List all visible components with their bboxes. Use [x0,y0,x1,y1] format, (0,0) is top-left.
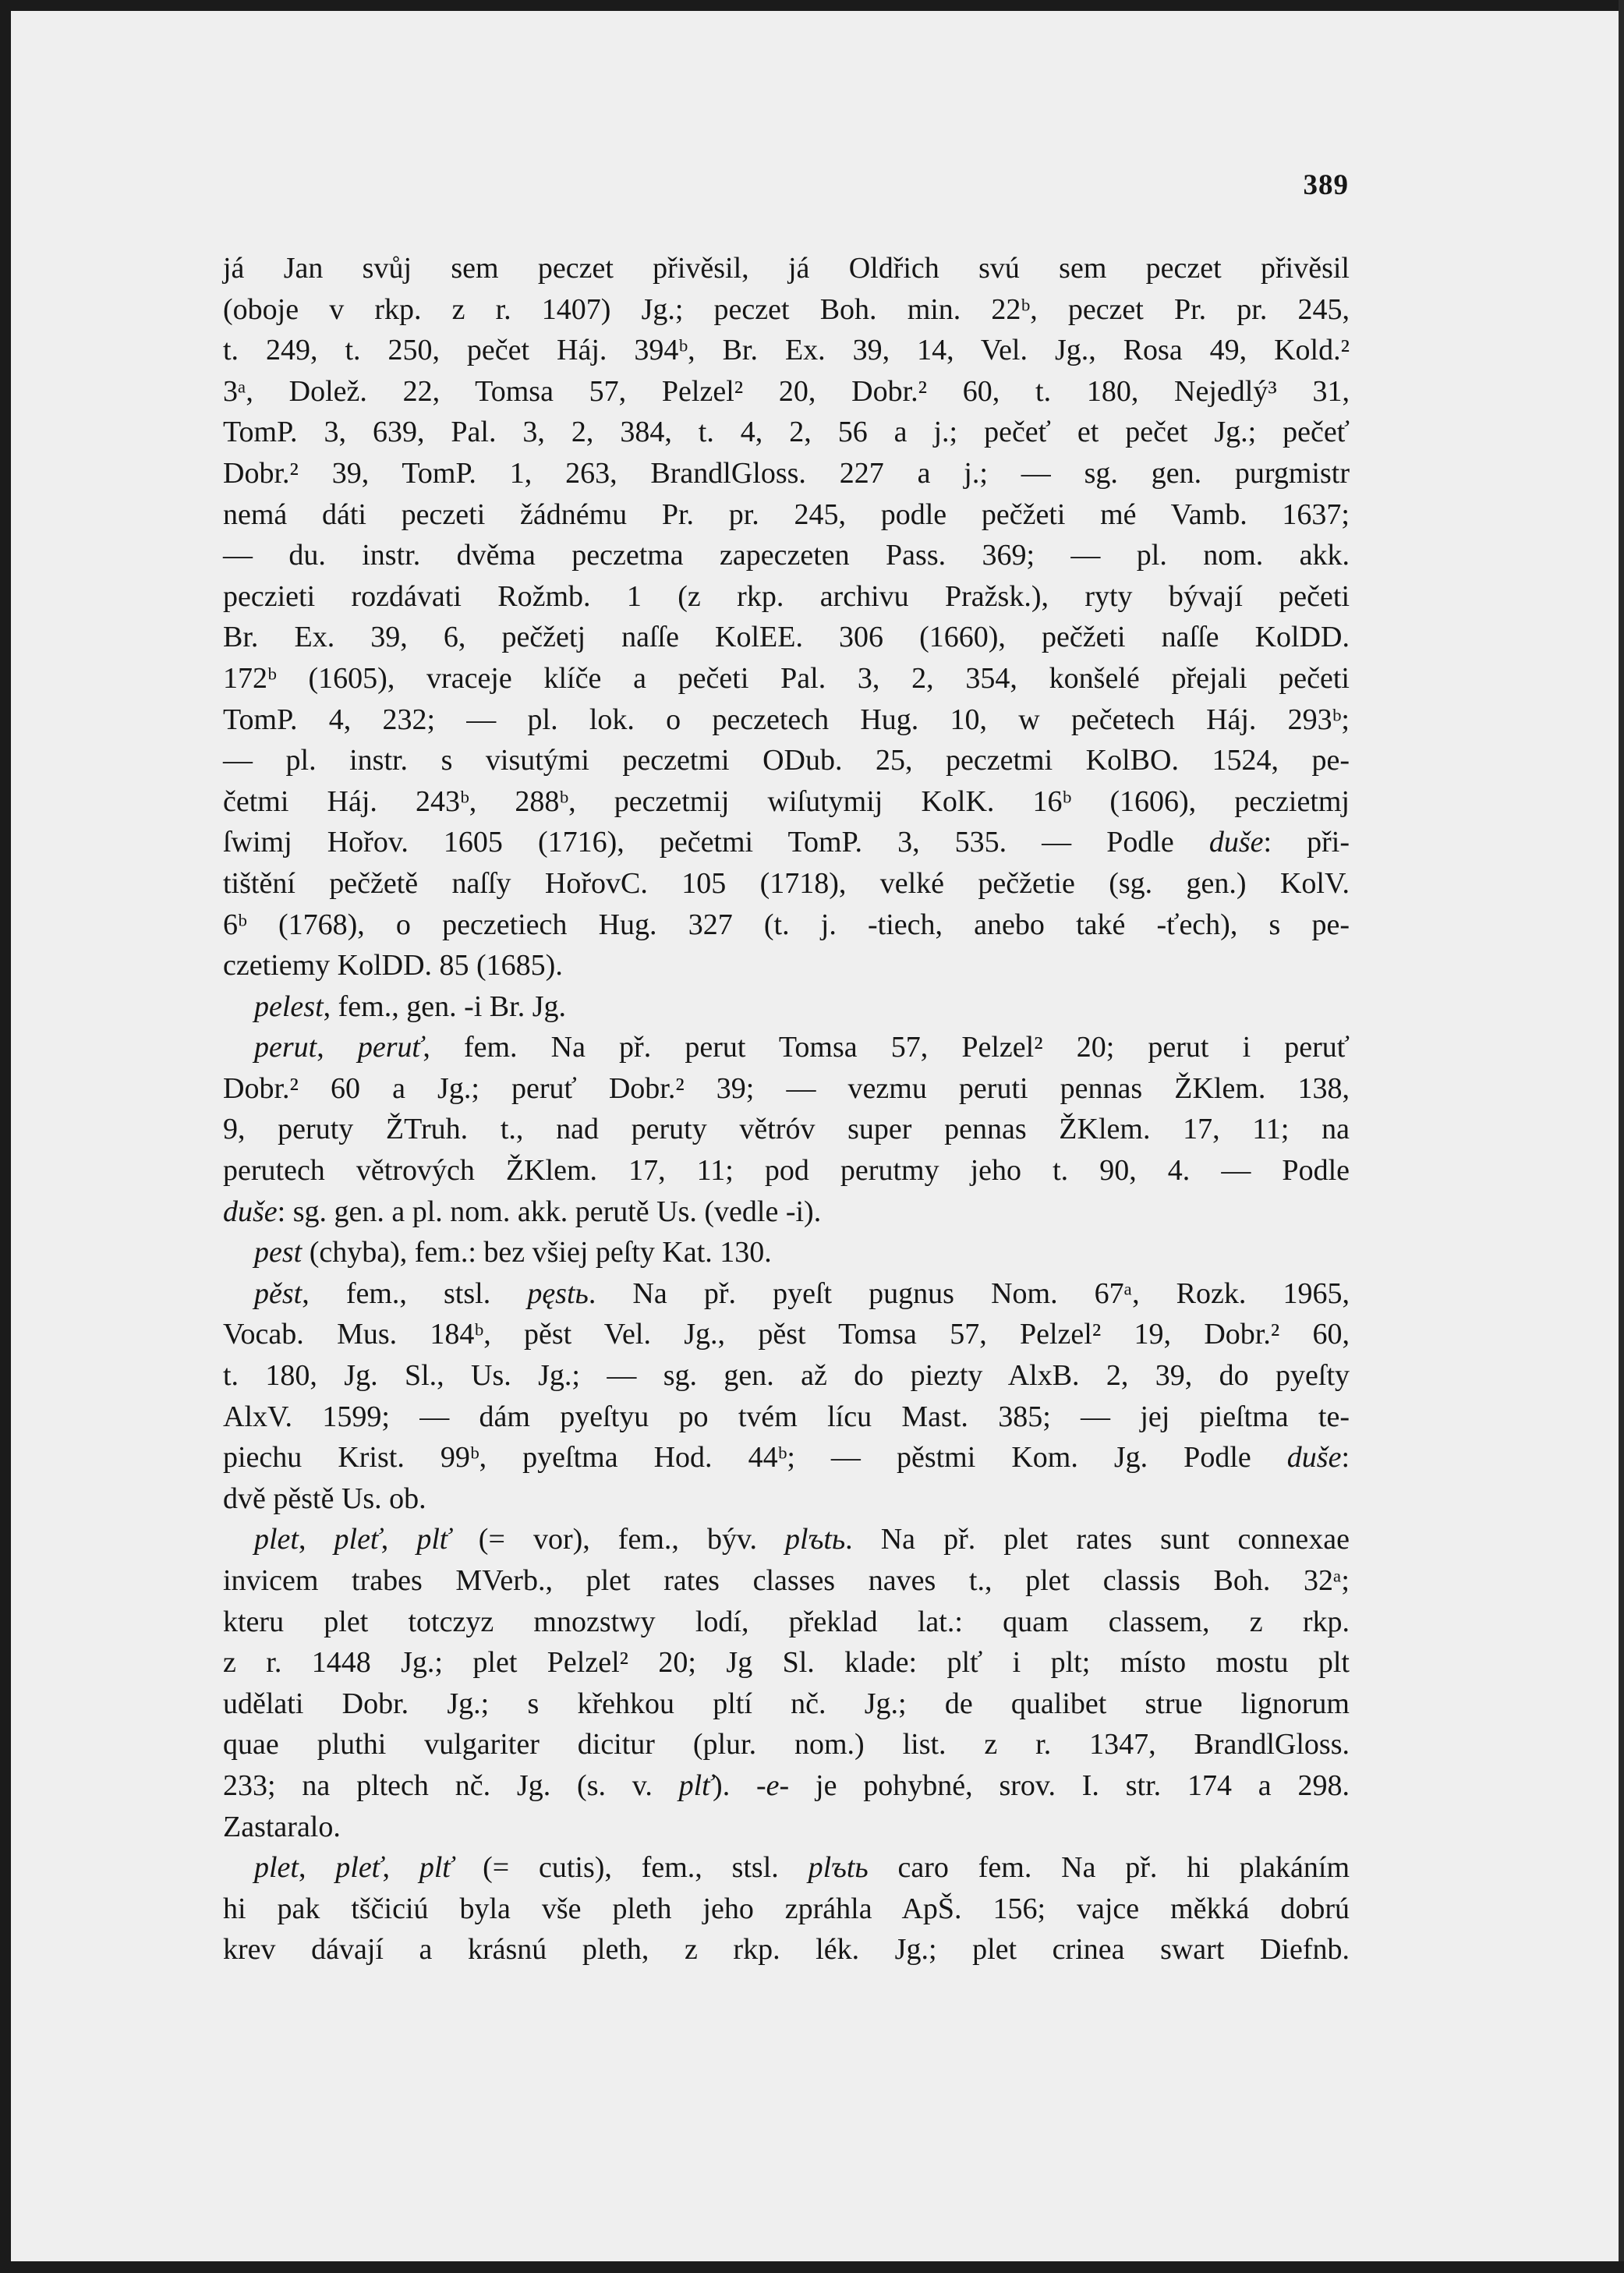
text-line: udělati Dobr. Jg.; s křehkou pltí nč. Jg.; de qualibet strue lignorum [223,1687,1350,1720]
text-line: plet, pleť, plť (= cutis), fem., stsl. plъtь caro fem. Na př. hi plakáním [254,1851,1350,1885]
text-line: četmi Háj. 243ᵇ, 288ᵇ, peczetmij wiſutymij KolK. 16ᵇ (1606), peczietmj [223,784,1350,818]
text-line: AlxV. 1599; — dám pyeſtyu po tvém lícu Mast. 385; — jej pieſtma te- [223,1400,1350,1433]
text-line: kteru plet totczyz mnozstwy lodí, překlad lat.: quam classem, z rkp. [223,1605,1350,1638]
text-line: invicem trabes MVerb., plet rates classes naves t., plet classis Boh. 32ᵃ; [223,1564,1350,1597]
text-line: peczieti rozdávati Rožmb. 1 (z rkp. archivu Pražsk.), ryty bývají pečeti [223,579,1350,613]
text-line: nemá dáti peczeti žádnému Pr. pr. 245, podle pečžeti mé Vamb. 1637; [223,497,1350,531]
text-line: piechu Krist. 99ᵇ, pyeſtma Hod. 44ᵇ; — pěstmi Kom. Jg. Podle duše: [223,1441,1350,1475]
text-line: Br. Ex. 39, 6, pečžetj naſſe KolEE. 306 (1660), pečžeti naſſe KolDD. [223,621,1350,654]
text-line: perutech větrových ŽKlem. 17, 11; pod perutmy jeho t. 90, 4. — Podle [223,1154,1350,1188]
text-line: t. 249, t. 250, pečet Háj. 394ᵇ, Br. Ex. 39, 14, Vel. Jg., Rosa 49, Kold.² [223,334,1350,367]
text-line: quae pluthi vulgariter dicitur (plur. nom.) list. z r. 1347, BrandlGloss. [223,1728,1350,1761]
text-line: pest (chyba), fem.: bez všiej peſty Kat. 130. [254,1236,772,1269]
text-line: z r. 1448 Jg.; plet Pelzel² 20; Jg Sl. klade: plť i plt; místo mostu plt [223,1646,1350,1680]
text-line: czetiemy KolDD. 85 (1685). [223,949,563,982]
text-line: tištění pečžetě naſſy HořovC. 105 (1718), velké pečžetie (sg. gen.) KolV. [223,866,1350,900]
text-line: 172ᵇ (1605), vraceje klíče a pečeti Pal. 3, 2, 354, konšelé přejali pečeti [223,661,1350,695]
text-line: krev dávají a krásnú pleth, z rkp. lék. Jg.; plet crinea swart Diefnb. [223,1933,1350,1967]
text-line: 233; na pltech nč. Jg. (s. v. plť). -e- je pohybné, srov. I. str. 174 a 298. [223,1768,1350,1802]
text-line: 9, peruty ŽTruh. t., nad peruty větróv super pennas ŽKlem. 17, 11; na [223,1113,1350,1146]
text-line: Dobr.² 39, TomP. 1, 263, BrandlGloss. 227 a j.; — sg. gen. purgmistr [223,456,1350,490]
text-line: dvě pěstě Us. ob. [223,1482,426,1515]
scan-edge-top [0,0,1624,11]
text-line: (oboje v rkp. z r. 1407) Jg.; peczet Boh. min. 22ᵇ, peczet Pr. pr. 245, [223,292,1350,326]
text-line: Zastaralo. [223,1810,341,1843]
text-line: perut, peruť, fem. Na př. perut Tomsa 57, Pelzel² 20; perut i peruť [254,1031,1350,1064]
text-line: TomP. 4, 232; — pl. lok. o peczetech Hug. 10, w pečetech Háj. 293ᵇ; [223,703,1350,736]
text-line: duše: sg. gen. a pl. nom. akk. perutě Us. (vedle -i). [223,1195,822,1228]
page-number: 389 [1303,169,1349,201]
text-line: TomP. 3, 639, Pal. 3, 2, 384, t. 4, 2, 56 a j.; pečeť et pečet Jg.; pečeť [223,416,1350,449]
scan-edge-bottom [0,2261,1624,2273]
text-line: pěst, fem., stsl. pęstь. Na př. pyeſt pugnus Nom. 67ᵃ, Rozk. 1965, [254,1276,1350,1310]
text-line: pelest, fem., gen. -i Br. Jg. [254,990,566,1023]
scan-edge-left [0,0,11,2273]
text-line: ſwimj Hořov. 1605 (1716), pečetmi TomP. 3, 535. — Podle duše: při- [223,826,1350,859]
text-line: Dobr.² 60 a Jg.; peruť Dobr.² 39; — vezmu peruti pennas ŽKlem. 138, [223,1071,1350,1105]
text-line: 3ᵃ, Dolež. 22, Tomsa 57, Pelzel² 20, Dobr.² 60, t. 180, Nejedlý³ 31, [223,374,1350,408]
text-line: hi pak tščiciú byla vše pleth jeho zpráhla ApŠ. 156; vajce měkká dobrú [223,1892,1350,1925]
text-line: — pl. instr. s visutými peczetmi ODub. 25, peczetmi KolBO. 1524, pe- [223,744,1350,777]
text-body [223,248,1350,1970]
text-line: já Jan svůj sem peczet přivěsil, já Oldřich svú sem peczet přivěsil [223,252,1350,285]
text-line: 6ᵇ (1768), o peczetiech Hug. 327 (t. j. -tiech, anebo také -ťech), s pe- [223,908,1350,941]
scan-edge-right [1619,0,1624,2273]
text-line: — du. instr. dvěma peczetma zapeczeten Pass. 369; — pl. nom. akk. [223,539,1350,572]
text-line: plet, pleť, plť (= vor), fem., býv. plъtь. Na př. plet rates sunt connexae [254,1523,1350,1556]
text-line: t. 180, Jg. Sl., Us. Jg.; — sg. gen. až do piezty AlxB. 2, 39, do pyeſty [223,1359,1350,1393]
text-line: Vocab. Mus. 184ᵇ, pěst Vel. Jg., pěst Tomsa 57, Pelzel² 19, Dobr.² 60, [223,1318,1350,1351]
